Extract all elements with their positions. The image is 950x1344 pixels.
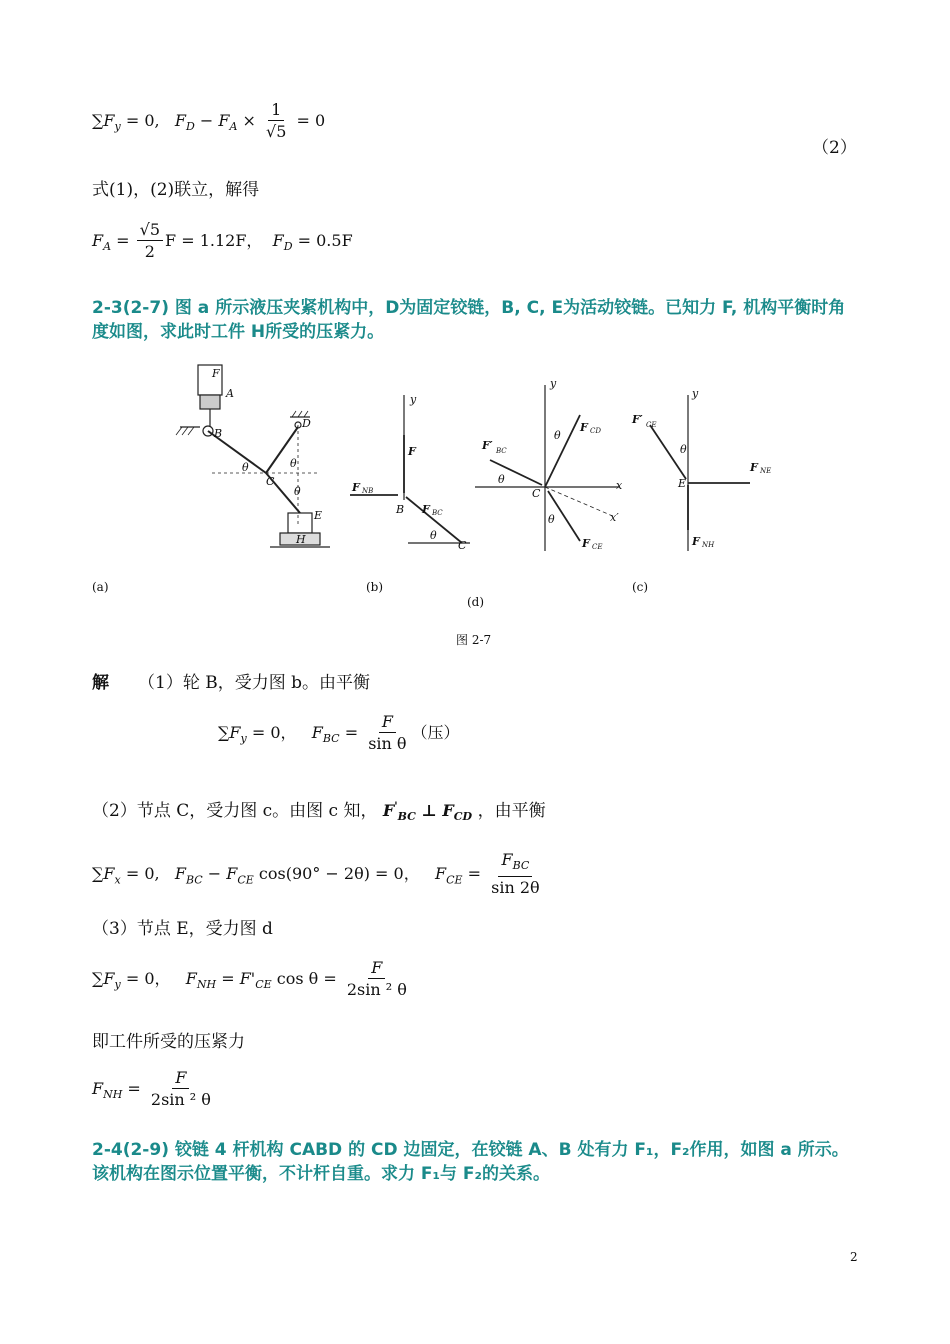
- caption-d: (d): [467, 595, 485, 609]
- slider-e: [288, 513, 312, 533]
- label-b: B: [214, 427, 223, 440]
- figure-title: 图 2-7: [456, 633, 492, 647]
- paragraph-combine: 式(1)，(2)联立，解得: [92, 180, 260, 200]
- step-4: 即工件所受的压紧力: [92, 1032, 245, 1052]
- label-fpbc: F′: [482, 439, 493, 452]
- label-xp-d: x′: [610, 511, 619, 524]
- label-theta-d1: θ: [498, 473, 505, 486]
- label-d: D: [302, 417, 311, 430]
- label-fnh: F: [692, 535, 700, 548]
- step-3: （3）节点 E，受力图 d: [92, 919, 273, 939]
- solution-label: 解: [92, 673, 109, 693]
- equation-number: （2）: [812, 138, 857, 158]
- label-fce-sub: CE: [592, 543, 603, 551]
- step-1: （1）轮 B，受力图 b。由平衡: [138, 673, 370, 693]
- figure-2-7: [170, 355, 830, 560]
- label-x-d: x: [616, 479, 623, 492]
- label-a: A: [226, 387, 234, 400]
- equation-b: $\sum F_y = 0$， $F_{BC}$ = $\frac{F}{\text{sin θ}}$ （压）: [218, 712, 460, 753]
- label-fcd: F: [580, 421, 588, 434]
- label-b-b: B: [396, 503, 405, 516]
- page-number: 2: [850, 1250, 858, 1264]
- label-fpce: F′: [632, 413, 643, 426]
- perpendicular-condition: $F'_{BC}$ ⊥ $F_{CD}$: [382, 799, 473, 824]
- label-fpbc-sub: BC: [496, 447, 507, 455]
- equation-e: $\sum F_y = 0$， $F_{NH} = F'_{CE}$ cos θ = $\frac{F}{\text{2sin ² θ}}$: [92, 958, 407, 999]
- label-fnb: F: [352, 481, 360, 494]
- problem-heading-2-3: 2-3(2-7) 图 a 所示液压夹紧机构中，D为固定铰链，B, C, E为活动铰链。已知力 F, 机构平衡时角度如图，求此时工件 H所受的压紧力。: [92, 298, 846, 342]
- label-c: C: [266, 475, 275, 488]
- equation-fa-fd: $F_A$ = $\frac{√5}{2}$ F = 1.12F， $F_D = 0.5F$: [92, 220, 353, 261]
- label-theta-a2: θ: [290, 457, 297, 470]
- label-c-d: C: [532, 487, 541, 500]
- label-fcd-sub: CD: [590, 427, 601, 435]
- label-theta-b: θ: [430, 529, 437, 542]
- equation-c: $\sum F_x = 0$, $F_{BC} - F_{CE}$ cos(90° − 2θ) = 0， $F_{CE}$ = $\frac{F_{BC}}{\sin 2\theta}$: [92, 850, 540, 898]
- label-theta-c: θ: [680, 443, 687, 456]
- problem-heading-2-4: 2-4(2-9) 铰链 4 杆机构 CABD 的 CD 边固定，在铰链 A、B 处有力 F₁，F₂作用，如图 a 所示。该机构在图示位置平衡，不计杆自重。求力 F₁与 F₂的关系。: [92, 1140, 849, 1184]
- label-theta-d2: θ: [554, 429, 561, 442]
- equation-final: $F_{NH}$ = $\frac{F}{\text{2sin ² θ}}$: [92, 1068, 211, 1109]
- label-fnb-sub: NB: [362, 487, 374, 495]
- label-fbc-sub: BC: [432, 509, 443, 517]
- label-theta-d3: θ: [548, 513, 555, 526]
- label-e-c: E: [678, 477, 687, 490]
- label-fne: F: [750, 461, 758, 474]
- label-theta-a1: θ: [242, 461, 249, 474]
- label-fne-sub: NE: [760, 467, 772, 475]
- caption-c: (c): [632, 580, 649, 594]
- label-fce: F: [582, 537, 590, 550]
- label-e: E: [314, 509, 323, 522]
- label-fpce-sub: CE: [646, 421, 657, 429]
- label-y-c: y: [692, 387, 699, 400]
- label-theta-a3: θ: [294, 485, 301, 498]
- step-2: （2）节点 C，受力图 c。由图 c 知， $F'_{BC}$ ⊥ $F_{CD}$ ，由平衡: [92, 799, 546, 824]
- label-y-b: y: [410, 393, 417, 406]
- label-f: F: [212, 367, 220, 380]
- label-y-d: y: [550, 377, 557, 390]
- label-fbc: F: [422, 503, 430, 516]
- equation-sum-fy: $\sum F_y = 0$, $F_D - F_A$ × $\frac{1}{√5}$ = 0: [92, 100, 326, 141]
- label-fnh-sub: NH: [702, 541, 715, 549]
- label-h: H: [296, 533, 306, 546]
- cylinder-block: [200, 395, 220, 409]
- label-f-b: F: [408, 445, 416, 458]
- caption-a: (a): [92, 580, 109, 594]
- label-c-b: C: [458, 539, 467, 552]
- caption-b: (b): [366, 580, 384, 594]
